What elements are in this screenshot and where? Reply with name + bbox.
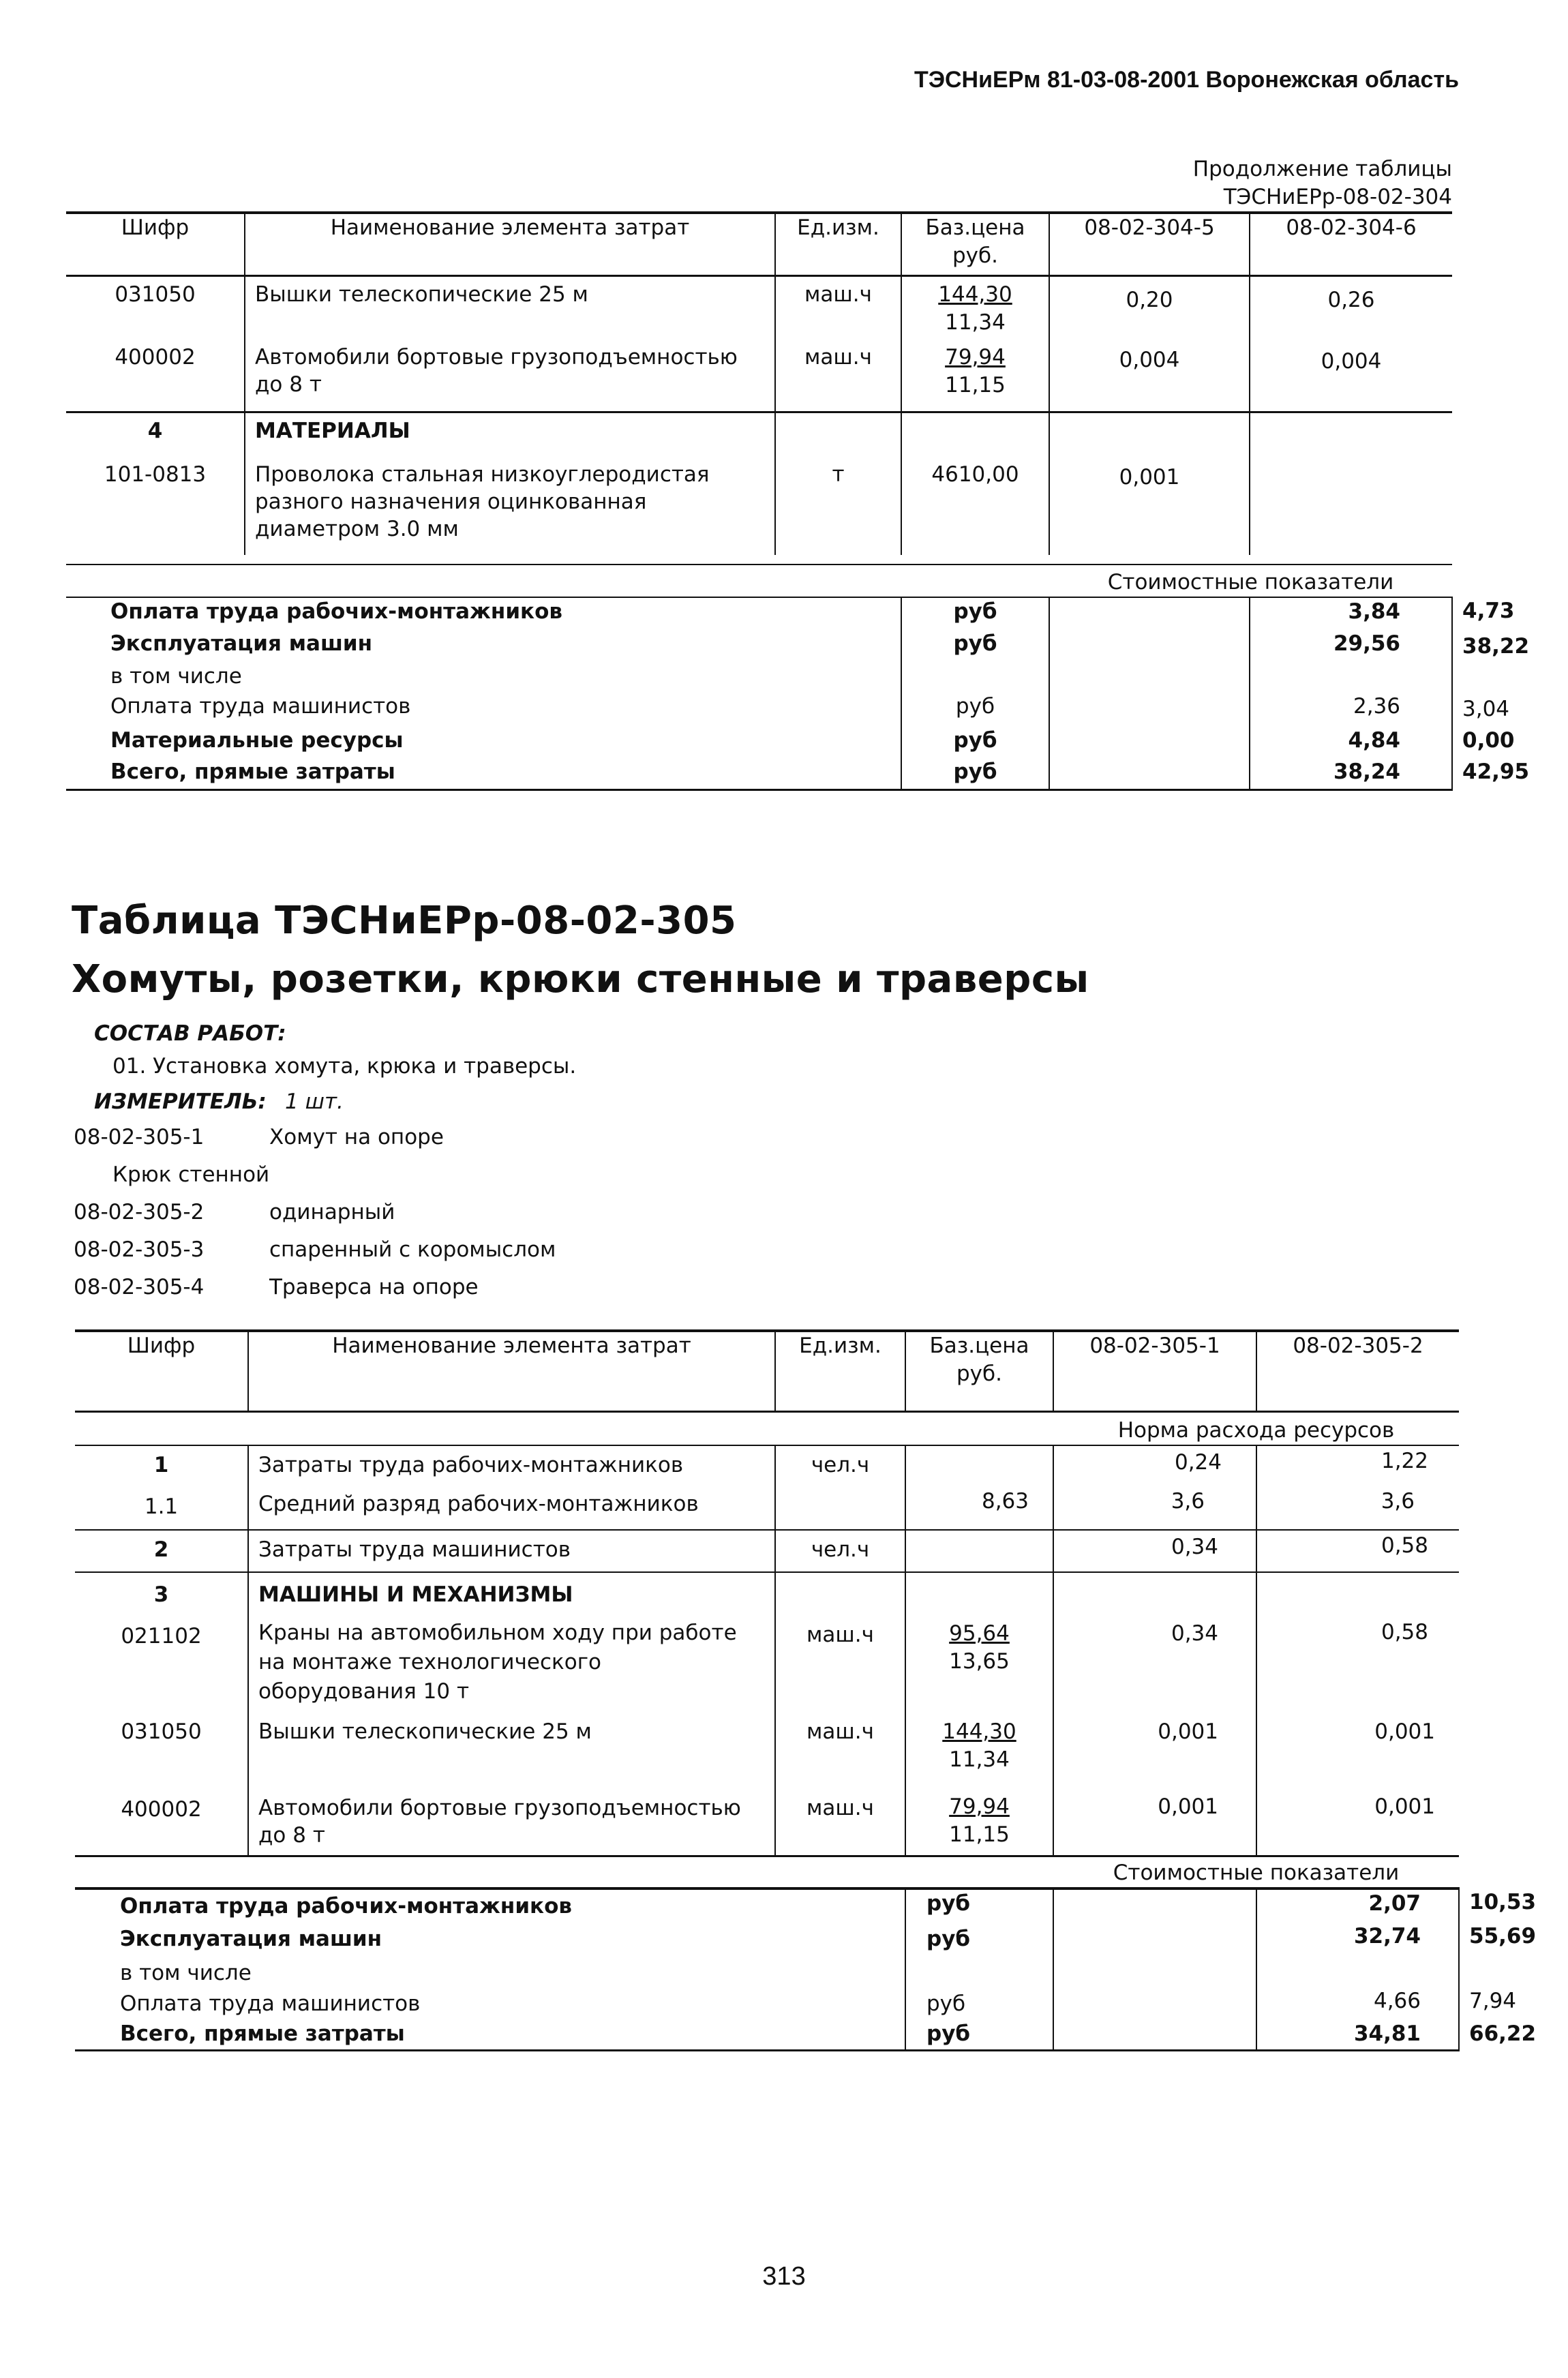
row-unit: чел.ч [775, 1530, 905, 1572]
col-header-a: 08-02-305-1 [1053, 1331, 1256, 1411]
col-header-b: 08-02-304-6 [1250, 213, 1452, 275]
col-header-name: Наименование элемента затрат [245, 213, 775, 275]
table-header-row [75, 1331, 1459, 1411]
page-number: 313 [762, 2262, 806, 2291]
row-value-a: 0,001 [1049, 461, 1250, 555]
cost-heading-row [75, 1856, 1459, 1888]
cost-row: Материальные ресурсы руб 4,84 0,00 [66, 727, 1452, 758]
cost-unit: руб [905, 2020, 1053, 2050]
norm-heading: Норма расхода ресурсов [1053, 1411, 1459, 1445]
row-value-a: 0,34 [1053, 1530, 1256, 1572]
row-value-a: 3,6 [1053, 1488, 1256, 1530]
row-code: 400002 [66, 344, 245, 412]
row-price [905, 1614, 1053, 1718]
table-title: Таблица ТЭСНиЕРр-08-02-305 [72, 899, 737, 943]
row-price-wage: 13,65 [949, 1649, 1010, 1674]
row-name: Средний разряд рабочих-монтажников [248, 1488, 775, 1530]
cost-unit: руб [905, 1923, 1053, 1957]
col-header-price-line1: Баз.цена [929, 1334, 1029, 1358]
col-header-unit: Ед.изм. [775, 1331, 905, 1411]
cost-unit: руб [905, 1987, 1053, 2020]
row-price-main: 79,94 [945, 345, 1006, 370]
cost-label: Оплата труда машинистов [75, 1987, 905, 2020]
row-code: 1.1 [75, 1488, 248, 1530]
row-name: Затраты труда рабочих-монтажников [248, 1445, 775, 1488]
table-row [66, 275, 1452, 344]
table-row [75, 1790, 1459, 1856]
row-name: Вышки телескопические 25 м [248, 1718, 775, 1790]
cost-row: Оплата труда машинистов руб 2,36 3,04 [66, 693, 1452, 727]
row-value-a: 0,004 [1049, 344, 1250, 412]
row-price-main: 79,94 [949, 1794, 1010, 1819]
cost-label: в том числе [75, 1957, 905, 1987]
row-value-a: 0,001 [1053, 1790, 1256, 1856]
row-price: 4610,00 [901, 461, 1049, 555]
row-price: 8,63 [905, 1488, 1053, 1530]
item-code: 08-02-305-2 [74, 1200, 205, 1224]
col-header-a: 08-02-304-5 [1049, 213, 1250, 275]
row-value-a: 0,34 [1053, 1614, 1256, 1718]
cost-label: Оплата труда рабочих-монтажников [75, 1888, 905, 1923]
row-unit: маш.ч [775, 275, 901, 344]
col-header-b: 08-02-305-2 [1293, 1334, 1423, 1358]
table-row [75, 1488, 1459, 1530]
section-code: 3 [75, 1572, 248, 1614]
col-header-code: Шифр [75, 1331, 248, 1411]
row-value-a: 0,20 [1049, 275, 1250, 344]
table-row [75, 1445, 1459, 1488]
norm-heading-row [75, 1411, 1459, 1445]
row-name: Автомобили бортовые грузоподъемностью до 8 т [245, 344, 775, 412]
row-value-b: 0,004 [1321, 349, 1382, 374]
row-price [905, 1718, 1053, 1790]
row-unit: маш.ч [775, 1614, 905, 1718]
cost-label: Материальные ресурсы [66, 727, 901, 758]
cost-label: Эксплуатация машин [66, 630, 901, 663]
table-row [75, 1718, 1459, 1790]
cost-unit: руб [901, 727, 1049, 758]
row-unit: маш.ч [775, 1790, 905, 1856]
row-value-b: 0,26 [1250, 275, 1452, 344]
cost-value-a: 2,07 [1256, 1888, 1459, 1923]
row-name: Затраты труда машинистов [248, 1530, 775, 1572]
row-code: 031050 [66, 275, 245, 344]
item-name: одинарный [269, 1200, 395, 1224]
cost-unit: руб [901, 597, 1049, 630]
row-price-wage: 11,15 [945, 373, 1006, 397]
cost-row: Оплата труда рабочих-монтажников руб 2,07 10,53 [75, 1888, 1459, 1923]
cost-label: Всего, прямые затраты [66, 758, 901, 789]
row-code: 031050 [75, 1718, 248, 1790]
table-row [66, 461, 1452, 555]
row-unit: маш.ч [775, 1718, 905, 1790]
cost-row [66, 663, 1452, 693]
row-code: 101-0813 [66, 461, 245, 555]
table-row [66, 344, 1452, 412]
cost-table-305 [75, 1329, 1537, 2051]
row-value-a: 0,24 [1053, 1445, 1256, 1488]
item-name: спаренный с коромыслом [269, 1237, 556, 1262]
row-price [901, 344, 1049, 412]
meter-label: ИЗМЕРИТЕЛЬ: [94, 1089, 267, 1114]
table-header-row [66, 213, 1452, 275]
cost-row: Оплата труда машинистов руб 4,66 7,94 [75, 1987, 1459, 2020]
item-name: Хомут на опоре [269, 1125, 444, 1149]
row-price-main: 95,64 [949, 1621, 1010, 1646]
row-value-b [1250, 461, 1452, 555]
cost-row: Всего, прямые затраты руб 38,24 42,95 [66, 758, 1452, 789]
section-code: 4 [66, 412, 245, 461]
cost-value-a: 34,81 [1256, 2020, 1459, 2050]
cost-unit: руб [905, 1888, 1053, 1923]
table-section-row [75, 1572, 1459, 1614]
cost-row: Оплата труда рабочих-монтажников руб 3,84 4,73 [66, 597, 1452, 630]
item-code: 08-02-305-3 [74, 1237, 205, 1262]
row-value-a: 0,001 [1053, 1718, 1256, 1790]
col-header-price-line1: Баз.цена [925, 215, 1025, 240]
cost-row: Эксплуатация машин руб 29,56 38,22 [66, 630, 1452, 663]
cost-label: в том числе [66, 663, 901, 693]
cost-value-a: 32,74 [1256, 1923, 1459, 1957]
col-header-name: Наименование элемента затрат [248, 1331, 775, 1411]
cost-row [75, 1957, 1459, 1987]
cost-row: Эксплуатация машин руб 32,74 55,69 [75, 1923, 1459, 1957]
row-code: 021102 [75, 1614, 248, 1718]
work-composition-label: СОСТАВ РАБОТ: [94, 1021, 286, 1046]
row-unit: маш.ч [775, 344, 901, 412]
item-code: 08-02-305-1 [74, 1125, 205, 1149]
row-value-b: 1,22 [1381, 1449, 1428, 1473]
col-header-code: Шифр [66, 213, 245, 275]
cost-heading: Стоимостные показатели [1053, 1856, 1459, 1888]
cost-heading: Стоимостные показатели [1049, 565, 1452, 597]
col-header-price-line2: руб. [956, 1361, 1002, 1386]
cost-row: Всего, прямые затраты руб 34,81 66,22 [75, 2020, 1459, 2050]
item-name: Крюк стенной [112, 1162, 270, 1187]
col-header-price [901, 213, 1049, 275]
row-code: 2 [75, 1530, 248, 1572]
row-price-main: 144,30 [942, 1719, 1016, 1744]
cost-value-a: 2,36 [1250, 693, 1452, 727]
cost-value-a: 3,84 [1250, 597, 1452, 630]
table-continuation-label: Продолжение таблицы ТЭСНиЕРр-08-02-304 [1192, 157, 1452, 209]
cost-value-a: 29,56 [1250, 630, 1452, 663]
meter-value: 1 шт. [285, 1089, 344, 1114]
item-code: 08-02-305-4 [74, 1275, 205, 1299]
row-value-b: 3,6 [1256, 1488, 1459, 1530]
col-header-price-line2: руб. [952, 243, 998, 268]
row-value-b: 0,58 [1381, 1620, 1428, 1644]
cost-label: Оплата труда рабочих-монтажников [66, 597, 901, 630]
cost-label: Всего, прямые затраты [75, 2020, 905, 2050]
row-value-b: 0,001 [1374, 1794, 1435, 1819]
cost-value-a: 38,24 [1250, 758, 1452, 789]
row-price-wage: 11,15 [949, 1822, 1010, 1847]
row-name: Автомобили бортовые грузоподъемностью до 8 т [248, 1790, 775, 1856]
table-row [75, 1614, 1459, 1718]
row-name: Краны на автомобильном ходу при работе на монтаже технологического оборудования 10 т [248, 1614, 775, 1718]
cost-label: Эксплуатация машин [75, 1923, 905, 1957]
cost-heading-row [66, 565, 1452, 597]
row-price [901, 275, 1049, 344]
page-header: ТЭСНиЕРм 81-03-08-2001 Воронежская область [914, 67, 1459, 93]
col-header-unit: Ед.изм. [775, 213, 901, 275]
cost-table-304 [66, 155, 1530, 791]
row-price-wage: 11,34 [949, 1747, 1010, 1772]
table-row [75, 1530, 1459, 1572]
cost-value-a: 4,84 [1250, 727, 1452, 758]
row-price-main: 144,30 [938, 282, 1012, 307]
work-item: 01. Установка хомута, крюка и траверсы. [112, 1054, 577, 1079]
table-subtitle: Хомуты, розетки, крюки стенные и траверсы [72, 957, 1089, 1002]
cost-label: Оплата труда машинистов [66, 693, 901, 727]
cost-value-a: 4,66 [1256, 1987, 1459, 2020]
row-code: 1 [75, 1445, 248, 1488]
item-name: Траверса на опоре [269, 1275, 479, 1299]
row-unit: т [775, 461, 901, 555]
cost-unit: руб [901, 630, 1049, 663]
cost-unit: руб [901, 758, 1049, 789]
row-price [905, 1790, 1053, 1856]
row-unit: чел.ч [775, 1445, 905, 1488]
col-header-price [905, 1331, 1053, 1411]
section-name: МАТЕРИАЛЫ [245, 412, 775, 461]
cost-unit: руб [901, 693, 1049, 727]
row-name: Проволока стальная низкоуглеродистая разного назначения оцинкованная диаметром 3.0 мм [245, 461, 775, 555]
row-name: Вышки телескопические 25 м [245, 275, 775, 344]
table-section-row [66, 412, 1452, 461]
section-name: МАШИНЫ И МЕХАНИЗМЫ [248, 1572, 775, 1614]
row-price-wage: 11,34 [945, 310, 1006, 335]
row-code: 400002 [75, 1790, 248, 1856]
row-value-b: 0,58 [1256, 1530, 1459, 1572]
row-value-b: 0,001 [1374, 1719, 1435, 1744]
